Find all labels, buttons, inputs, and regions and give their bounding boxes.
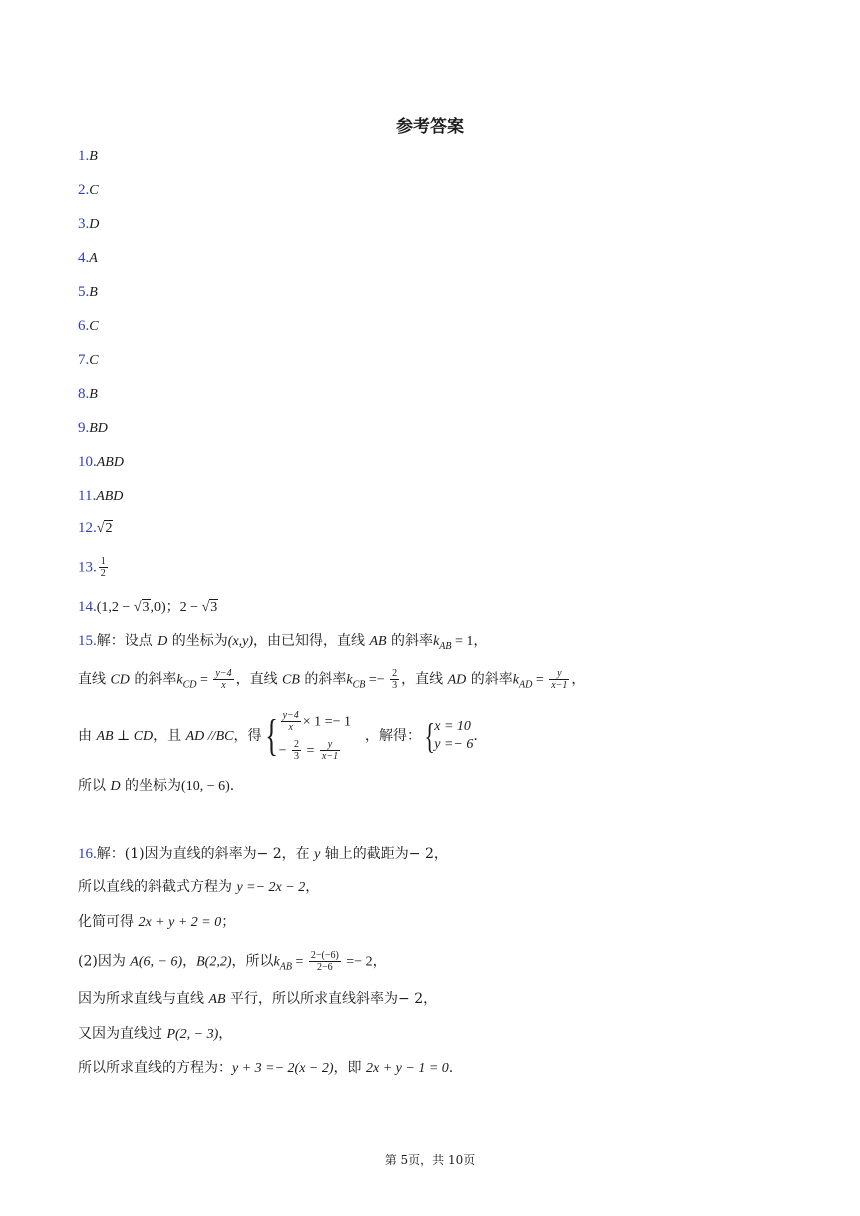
answer-item [78,146,98,167]
answer-number: 14. [78,599,97,615]
answer-text: D [89,217,100,232]
fraction: $\frac{y}{x-1}$ [551,668,568,691]
answer-text: C [89,353,99,368]
answer-number: 15. [78,633,97,649]
answer-number: 7. [78,352,90,368]
answer-16-line-1: 16.解：(1)因为直线的斜率为− 2，在 y 轴上的截距为− 2， [78,846,448,862]
answer-item [78,384,98,405]
answer-15-line-1: 15.解：设点 D 的坐标为(x,y)，由已知得，直线 AB 的斜率$k_{AB} = 1$， [78,633,488,652]
page-footer: 第 5页，共 10页 [384,1153,476,1167]
answer-item [78,248,98,269]
system-brace: { [265,711,279,760]
answer-16-line-4: (2)因为 A(6, − 6)，B(2,2)，所以$k_{AB}$ = $\frac{2-(-6)}{2-6}$ =− 2， [78,950,387,973]
system-brace: { [424,716,435,756]
answer-text: B [89,387,98,402]
answer-number: 16. [78,846,97,862]
answer-text: A [89,251,98,266]
answer-text: C [89,319,99,334]
sqrt-radicand: 2 [105,521,113,536]
answer-number: 5. [78,284,90,300]
answer-number: 4. [78,250,90,266]
answer-text: ABD [96,489,124,504]
answer-number: 11. [78,488,97,504]
fraction: $\frac{2}{3}$ [392,668,398,691]
solution-system: x = 10 y =− 6 [434,719,474,752]
answer-text: B [89,285,98,300]
answer-item [78,486,123,507]
equation-system: $\frac{y-4}{x}$ × 1 =− 1 − $\frac{2}{3}$ = $\frac{y}{x-1}$ [278,710,351,762]
answer-text: B [89,149,98,164]
answer-text: ABD [96,455,124,470]
answer-15-line-4: 所以 D 的坐标为(10, − 6). [78,778,235,794]
answer-item [78,350,99,371]
answer-15-line-3: 由 AB ⊥ CD，且 AD //BC，得{ $\frac{y-4}{x}$ × 1 =− 1 − $\frac{2}{3}$ = $\frac{y}{x-1}$ ，解得：{ x = 10 y =− 6 . [78,710,478,762]
answer-15-line-2: 直线 CD 的斜率$k_{CD}$ = $\frac{y-4}{x}$ ，直线 CB 的斜率$k_{CB}$ =− $\frac{2}{3}$ ，直线 AD 的斜率$k_{AD}$ = $\frac{y}{x-1}$ ， [78,668,586,691]
answer-item [78,418,108,439]
answer-number: 13. [78,559,97,576]
answer-text: C [89,183,99,198]
answer-item [78,214,99,235]
answer-item [78,282,98,303]
fraction: $\frac{y-4}{x}$ [215,668,232,691]
answer-item [78,316,99,337]
answer-16-line-6: 又因为直线过 P(2, − 3)， [78,1026,233,1042]
answer-number: 9. [78,420,90,436]
answer-14: 14.(1,2 − √3,0)；2 − √3 [78,599,218,615]
answer-16-line-5: 因为所求直线与直线 AB 平行，所以所求直线斜率为− 2， [78,991,438,1007]
answer-number: 8. [78,386,90,402]
answer-13 [78,556,110,579]
answer-number: 2. [78,182,90,198]
answer-16-line-3: 化简可得 2x + y + 2 = 0； [78,914,236,930]
page-title: 参考答案 [396,117,464,137]
fraction: $\frac{1}{2}$ [100,556,106,579]
answer-number: 10. [78,454,97,470]
answer-item [78,452,124,473]
answer-16-line-7: 所以所求直线的方程为：y + 3 =− 2(x − 2)，即 2x + y − 1 = 0. [78,1060,454,1076]
fraction: $\frac{2-(-6)}{2-6}$ [310,950,339,973]
answer-12: 12.√2 [78,520,113,536]
answer-number: 6. [78,318,90,334]
answer-number: 12. [78,520,97,536]
answer-text: BD [89,421,108,436]
answer-16-line-2: 所以直线的斜截式方程为 y =− 2x − 2， [78,879,320,895]
answer-number: 3. [78,216,90,232]
answer-item [78,180,99,201]
answer-number: 1. [78,148,90,164]
